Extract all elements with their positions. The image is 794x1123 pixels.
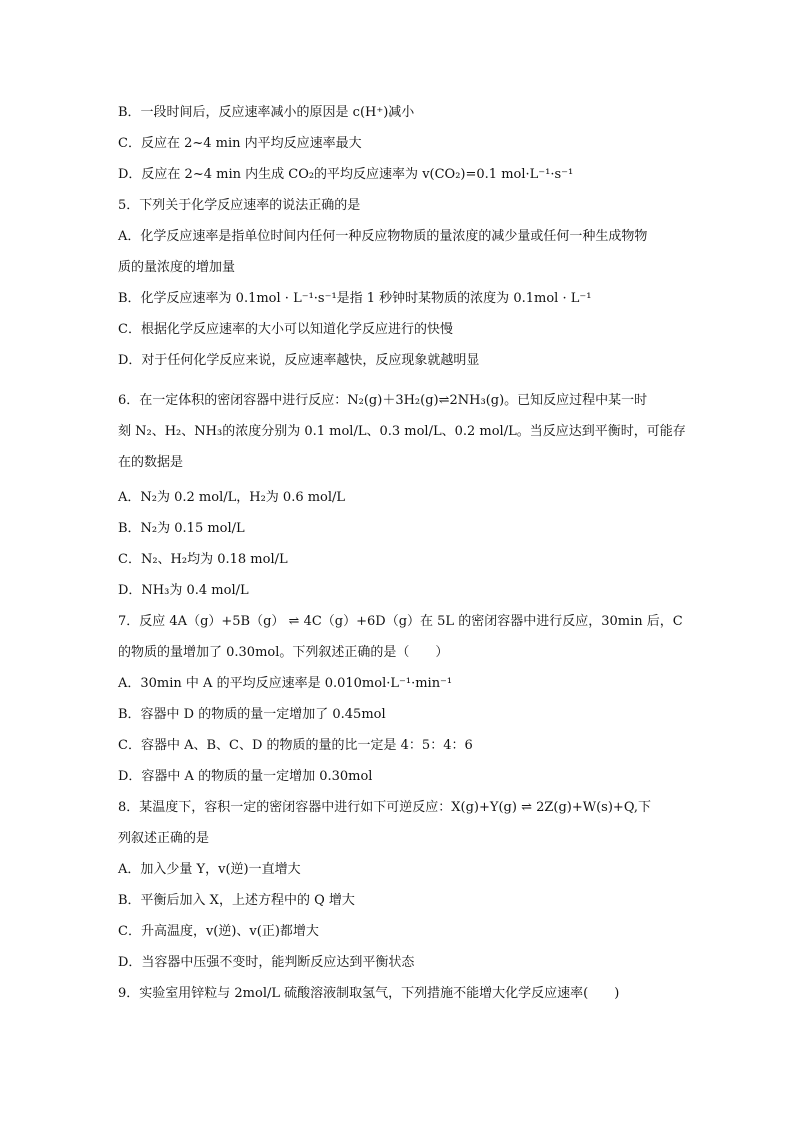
question-7-line1: 7．反应 4A（g）+5B（g） ⇌ 4C（g）+6D（g）在 5L 的密闭容器中进行反应，30min 后，C [118, 614, 683, 629]
option-4b: B．一段时间后，反应速率减小的原因是 c(H⁺)减小 [118, 105, 415, 120]
option-8a: A．加入少量 Y，v(逆)一直增大 [118, 862, 301, 877]
option-8d: D．当容器中压强不变时，能判断反应达到平衡状态 [118, 955, 415, 970]
option-6d: D．NH₃为 0.4 mol/L [118, 583, 249, 598]
option-4c: C．反应在 2~4 min 内平均反应速率最大 [118, 136, 362, 151]
question-6-line3: 在的数据是 [118, 455, 184, 470]
option-8c: C．升高温度，v(逆)、v(正)都增大 [118, 924, 319, 939]
option-4d: D．反应在 2~4 min 内生成 CO₂的平均反应速率为 v(CO₂)=0.1 mol·L⁻¹·s⁻¹ [118, 167, 574, 182]
option-6a: A．N₂为 0.2 mol/L，H₂为 0.6 mol/L [118, 490, 346, 505]
option-5b: B．化学反应速率为 0.1mol · L⁻¹·s⁻¹是指 1 秒钟时某物质的浓度为 0.1mol · L⁻¹ [118, 291, 592, 306]
option-6c: C．N₂、H₂均为 0.18 mol/L [118, 552, 288, 567]
question-8-line1: 8．某温度下，容积一定的密闭容器中进行如下可逆反应：X(g)+Y(g) ⇌ 2Z(g)+W(s)+Q,下 [118, 800, 651, 815]
question-9: 9．实验室用锌粒与 2mol/L 硫酸溶液制取氢气，下列措施不能增大化学反应速率( ) [118, 986, 620, 1001]
option-5a-line1: A．化学反应速率是指单位时间内任何一种反应物物质的量浓度的减少量或任何一种生成物物 [118, 229, 648, 244]
option-7c: C．容器中 A、B、C、D 的物质的量的比一定是 4：5：4：6 [118, 738, 473, 753]
option-8b: B．平衡后加入 X，上述方程中的 Q 增大 [118, 893, 355, 908]
question-8-line2: 列叙述正确的是 [118, 831, 210, 846]
question-7-line2: 的物质的量增加了 0.30mol。下列叙述正确的是（ ） [118, 645, 449, 660]
option-7d: D．容器中 A 的物质的量一定增加 0.30mol [118, 769, 373, 784]
option-6b: B．N₂为 0.15 mol/L [118, 521, 245, 536]
option-5a-line2: 质的量浓度的增加量 [118, 260, 236, 275]
option-7b: B．容器中 D 的物质的量一定增加了 0.45mol [118, 707, 386, 722]
question-6-line1: 6．在一定体积的密闭容器中进行反应：N₂(g)＋3H₂(g)⇌2NH₃(g)。已知反应过程中某一时 [118, 393, 648, 408]
option-5d: D．对于任何化学反应来说，反应速率越快，反应现象就越明显 [118, 353, 480, 368]
option-7a: A．30min 中 A 的平均反应速率是 0.010mol·L⁻¹·min⁻¹ [118, 676, 453, 691]
option-5c: C．根据化学反应速率的大小可以知道化学反应进行的快慢 [118, 322, 453, 337]
question-5: 5．下列关于化学反应速率的说法正确的是 [118, 198, 361, 213]
question-6-line2: 刻 N₂、H₂、NH₃的浓度分别为 0.1 mol/L、0.3 mol/L、0.2 mol/L。当反应达到平衡时，可能存 [118, 424, 686, 439]
